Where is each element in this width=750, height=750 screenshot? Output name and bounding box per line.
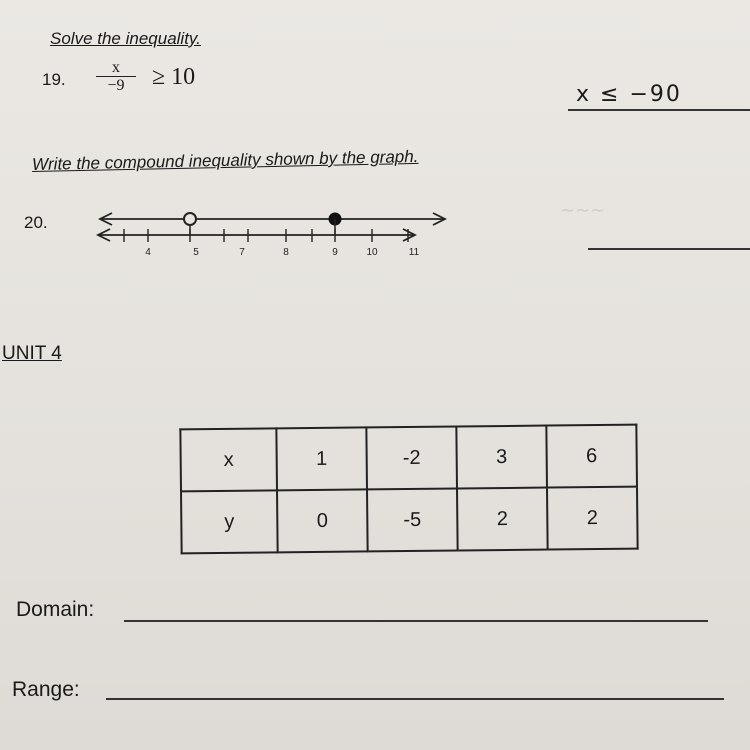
q20-answer-line bbox=[588, 248, 750, 250]
unit-title: UNIT 4 bbox=[2, 343, 62, 364]
range-label: Range: bbox=[12, 678, 80, 701]
tick-label: 11 bbox=[408, 247, 420, 258]
q19-answer: x ≤ −90 bbox=[576, 82, 682, 107]
domain-label: Domain: bbox=[16, 598, 95, 621]
table-cell: 0 bbox=[277, 489, 368, 552]
table-cell: -2 bbox=[366, 427, 457, 490]
bleed-through-text: ∼∼∼ bbox=[560, 200, 606, 220]
table-cell: 1 bbox=[276, 427, 367, 490]
domain-answer-line[interactable] bbox=[124, 620, 708, 622]
q19-heading: Solve the inequality. bbox=[50, 29, 201, 48]
table-cell: 6 bbox=[546, 425, 637, 488]
q19-relation: ≥ 10 bbox=[152, 64, 196, 90]
table-header-y: y bbox=[181, 490, 278, 553]
table-cell: 3 bbox=[456, 426, 547, 489]
graph-line bbox=[100, 213, 445, 225]
q19-denominator: −9 bbox=[107, 77, 125, 94]
range-answer-line[interactable] bbox=[106, 698, 724, 700]
tick-label: 9 bbox=[332, 247, 338, 258]
table-row-y bbox=[181, 487, 638, 554]
tick-label: 4 bbox=[145, 247, 151, 258]
tick-label: 8 bbox=[283, 247, 289, 258]
q20-number: 20. bbox=[24, 213, 48, 232]
tick-label: 7 bbox=[239, 247, 245, 258]
q20-heading: Write the compound inequality shown by the graph. bbox=[31, 146, 419, 174]
table-cell: -5 bbox=[367, 488, 458, 551]
q19-number: 19. bbox=[42, 70, 66, 89]
tick-label: 10 bbox=[366, 247, 378, 258]
table-row-x bbox=[180, 425, 637, 492]
q19-numerator: x bbox=[96, 60, 136, 77]
q19-answer-line bbox=[568, 109, 750, 111]
q19-fraction bbox=[96, 60, 136, 95]
number-line-graph bbox=[90, 205, 460, 265]
open-circle-5 bbox=[184, 213, 196, 225]
table-header-x: x bbox=[180, 428, 277, 491]
table-cell: 2 bbox=[547, 487, 638, 550]
table-cell: 2 bbox=[457, 488, 548, 551]
number-line-tick-labels bbox=[145, 247, 419, 258]
tick-label: 5 bbox=[193, 247, 199, 258]
number-line-axis bbox=[98, 229, 415, 241]
xy-table bbox=[179, 424, 638, 555]
